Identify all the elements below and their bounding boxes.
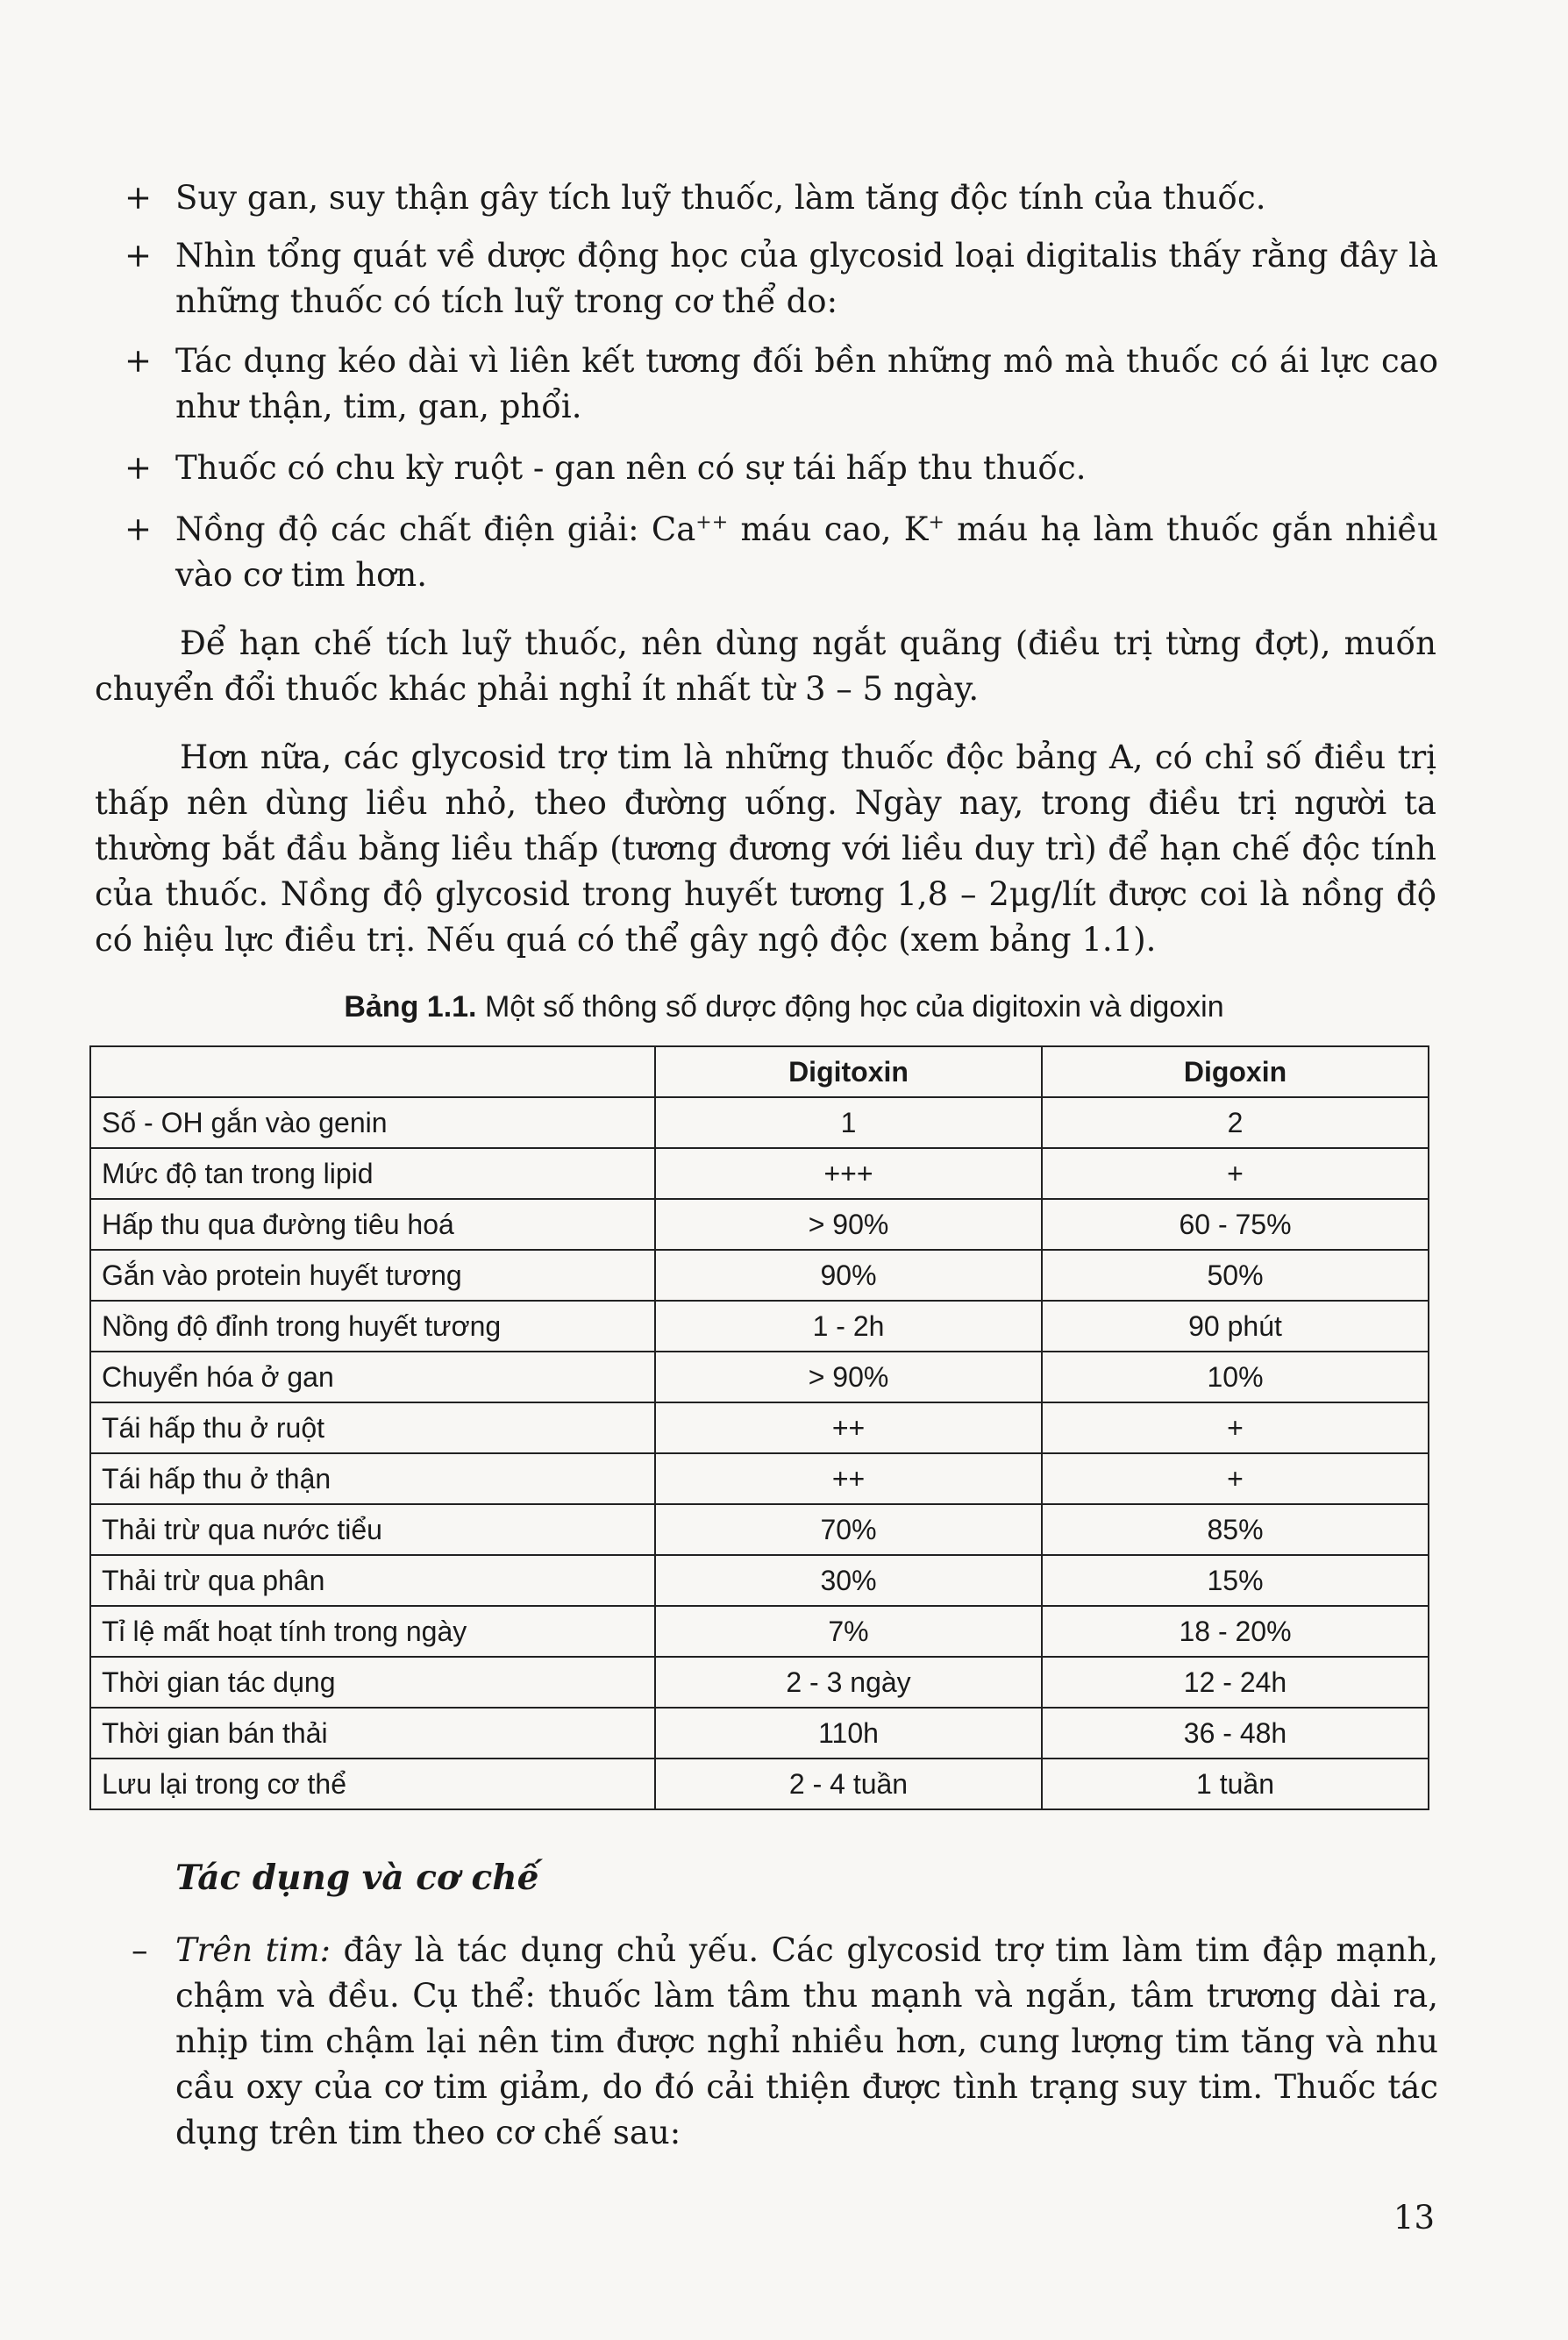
dash-mark: – bbox=[132, 1931, 148, 1969]
section-heading: Tác dụng và cơ chế bbox=[175, 1858, 539, 1898]
table-row bbox=[90, 1402, 1429, 1453]
digoxin-cell: + bbox=[1042, 1402, 1429, 1453]
bullet-text: Nhìn tổng quát về dược động học của glycosid loại digitalis thấy rằng đây là những thuốc có tích luỹ trong cơ thể do: bbox=[175, 237, 1438, 320]
digoxin-cell: 36 - 48h bbox=[1042, 1708, 1429, 1759]
table-caption-text: Một số thông số dược động học của digitoxin và digoxin bbox=[476, 990, 1224, 1024]
table-header-cell bbox=[90, 1046, 655, 1097]
bullet-text: Suy gan, suy thận gây tích luỹ thuốc, làm tăng độc tính của thuốc. bbox=[175, 179, 1266, 217]
row-label-cell: Nồng độ đỉnh trong huyết tương bbox=[90, 1301, 655, 1352]
table-row bbox=[90, 1250, 1429, 1301]
digoxin-cell: 10% bbox=[1042, 1352, 1429, 1402]
digitoxin-cell: > 90% bbox=[655, 1352, 1042, 1402]
row-label-cell: Mức độ tan trong lipid bbox=[90, 1148, 655, 1199]
row-label-cell: Gắn vào protein huyết tương bbox=[90, 1250, 655, 1301]
digoxin-cell: 15% bbox=[1042, 1555, 1429, 1606]
digitoxin-cell: 70% bbox=[655, 1504, 1042, 1555]
pharmacokinetics-table bbox=[89, 1045, 1429, 1810]
bullet-item bbox=[125, 233, 1438, 325]
bullet-text: Thuốc có chu kỳ ruột - gan nên có sự tái hấp thu thuốc. bbox=[175, 449, 1087, 487]
digoxin-cell: + bbox=[1042, 1453, 1429, 1504]
digitoxin-cell: 1 bbox=[655, 1097, 1042, 1148]
digoxin-cell: 18 - 20% bbox=[1042, 1606, 1429, 1657]
digitoxin-cell: 30% bbox=[655, 1555, 1042, 1606]
digitoxin-cell: ++ bbox=[655, 1453, 1042, 1504]
bullet-text: Tác dụng kéo dài vì liên kết tương đối bền những mô mà thuốc có ái lực cao như thận, tim, gan, phổi. bbox=[175, 342, 1438, 425]
digoxin-cell: 2 bbox=[1042, 1097, 1429, 1148]
digitoxin-cell: 2 - 3 ngày bbox=[655, 1657, 1042, 1708]
digoxin-cell: 1 tuần bbox=[1042, 1759, 1429, 1809]
table-row bbox=[90, 1759, 1429, 1809]
bullet-item bbox=[125, 175, 1438, 221]
digitoxin-cell: ++ bbox=[655, 1402, 1042, 1453]
table-row bbox=[90, 1555, 1429, 1606]
bullet-mark: + bbox=[125, 449, 153, 487]
digoxin-cell: 60 - 75% bbox=[1042, 1199, 1429, 1250]
row-label-cell: Thời gian tác dụng bbox=[90, 1657, 655, 1708]
bullet-text: Nồng độ các chất điện giải: Ca++ máu cao, K+ máu hạ làm thuốc gắn nhiều vào cơ tim hơn. bbox=[175, 510, 1438, 594]
table-row bbox=[90, 1504, 1429, 1555]
paragraph-therapeutic-level: Hơn nữa, các glycosid trợ tim là những thuốc độc bảng A, có chỉ số điều trị thấp nên dùng liều nhỏ, theo đường uống. Ngày nay, trong điều trị người ta thường bắt đầu bằng liều thấp (tương đương với liều duy trì) để hạn chế độc tính của thuốc. Nồng độ glycosid trong huyết tương 1,8 – 2μg/lít được coi là nồng độ có hiệu lực điều trị. Nếu quá có thể gây ngộ độc (xem bảng 1.1). bbox=[95, 738, 1436, 959]
bullet-item bbox=[125, 446, 1438, 491]
digitoxin-cell: 1 - 2h bbox=[655, 1301, 1042, 1352]
table-row bbox=[90, 1301, 1429, 1352]
table-row bbox=[90, 1352, 1429, 1402]
row-label-cell: Thời gian bán thải bbox=[90, 1708, 655, 1759]
bullet-item bbox=[125, 339, 1438, 430]
paragraph-intermittent-dosing: Để hạn chế tích luỹ thuốc, nên dùng ngắt quãng (điều trị từng đợt), muốn chuyển đổi thuốc khác phải nghỉ ít nhất từ 3 – 5 ngày. bbox=[95, 624, 1436, 708]
row-label-cell: Tỉ lệ mất hoạt tính trong ngày bbox=[90, 1606, 655, 1657]
row-label-cell: Số - OH gắn vào genin bbox=[90, 1097, 655, 1148]
row-label-cell: Tái hấp thu ở ruột bbox=[90, 1402, 655, 1453]
bullet-mark: + bbox=[125, 179, 153, 217]
table-row bbox=[90, 1453, 1429, 1504]
digitoxin-cell: +++ bbox=[655, 1148, 1042, 1199]
row-label-cell: Lưu lại trong cơ thể bbox=[90, 1759, 655, 1809]
table-row bbox=[90, 1148, 1429, 1199]
table-caption-label: Bảng 1.1. bbox=[344, 990, 477, 1024]
dash-item-text: đây là tác dụng chủ yếu. Các glycosid trợ tim làm tim đập mạnh, chậm và đều. Cụ thể: thuốc làm tâm thu mạnh và ngắn, tâm trương dài ra, nhịp tim chậm lại nên tim được nghỉ nhiều hơn, cung lượng tim tăng và nhu cầu oxy của cơ tim giảm, do đó cải thiện được tình trạng suy tim. Thuốc tác dụng trên tim theo cơ chế sau: bbox=[175, 1931, 1438, 2151]
digoxin-cell: + bbox=[1042, 1148, 1429, 1199]
row-label-cell: Thải trừ qua phân bbox=[90, 1555, 655, 1606]
table-header-cell: Digitoxin bbox=[655, 1046, 1042, 1097]
calcium-charge: ++ bbox=[695, 511, 729, 534]
bullet-mark: + bbox=[125, 342, 153, 380]
bullet-mark: + bbox=[125, 510, 153, 548]
digitoxin-cell: 110h bbox=[655, 1708, 1042, 1759]
table-row bbox=[90, 1708, 1429, 1759]
digoxin-cell: 85% bbox=[1042, 1504, 1429, 1555]
digoxin-cell: 90 phút bbox=[1042, 1301, 1429, 1352]
bullet-item-electrolytes bbox=[125, 507, 1438, 598]
table-row bbox=[90, 1657, 1429, 1708]
row-label-cell: Hấp thu qua đường tiêu hoá bbox=[90, 1199, 655, 1250]
table-row bbox=[90, 1199, 1429, 1250]
row-label-cell: Chuyển hóa ở gan bbox=[90, 1352, 655, 1402]
table-header-row bbox=[90, 1046, 1429, 1097]
dash-item-on-heart bbox=[132, 1928, 1438, 2156]
table-caption bbox=[0, 987, 1568, 1027]
page-number: 13 bbox=[1393, 2199, 1435, 2237]
digitoxin-cell: 90% bbox=[655, 1250, 1042, 1301]
row-label-cell: Thải trừ qua nước tiểu bbox=[90, 1504, 655, 1555]
digitoxin-cell: > 90% bbox=[655, 1199, 1042, 1250]
table-row bbox=[90, 1097, 1429, 1148]
dash-item-label: Trên tim: bbox=[175, 1931, 331, 1969]
digoxin-cell: 12 - 24h bbox=[1042, 1657, 1429, 1708]
potassium-charge: + bbox=[928, 511, 944, 534]
bullet-mark: + bbox=[125, 237, 153, 275]
digitoxin-cell: 7% bbox=[655, 1606, 1042, 1657]
digitoxin-cell: 2 - 4 tuần bbox=[655, 1759, 1042, 1809]
digoxin-cell: 50% bbox=[1042, 1250, 1429, 1301]
table-header-cell: Digoxin bbox=[1042, 1046, 1429, 1097]
row-label-cell: Tái hấp thu ở thận bbox=[90, 1453, 655, 1504]
table-row bbox=[90, 1606, 1429, 1657]
